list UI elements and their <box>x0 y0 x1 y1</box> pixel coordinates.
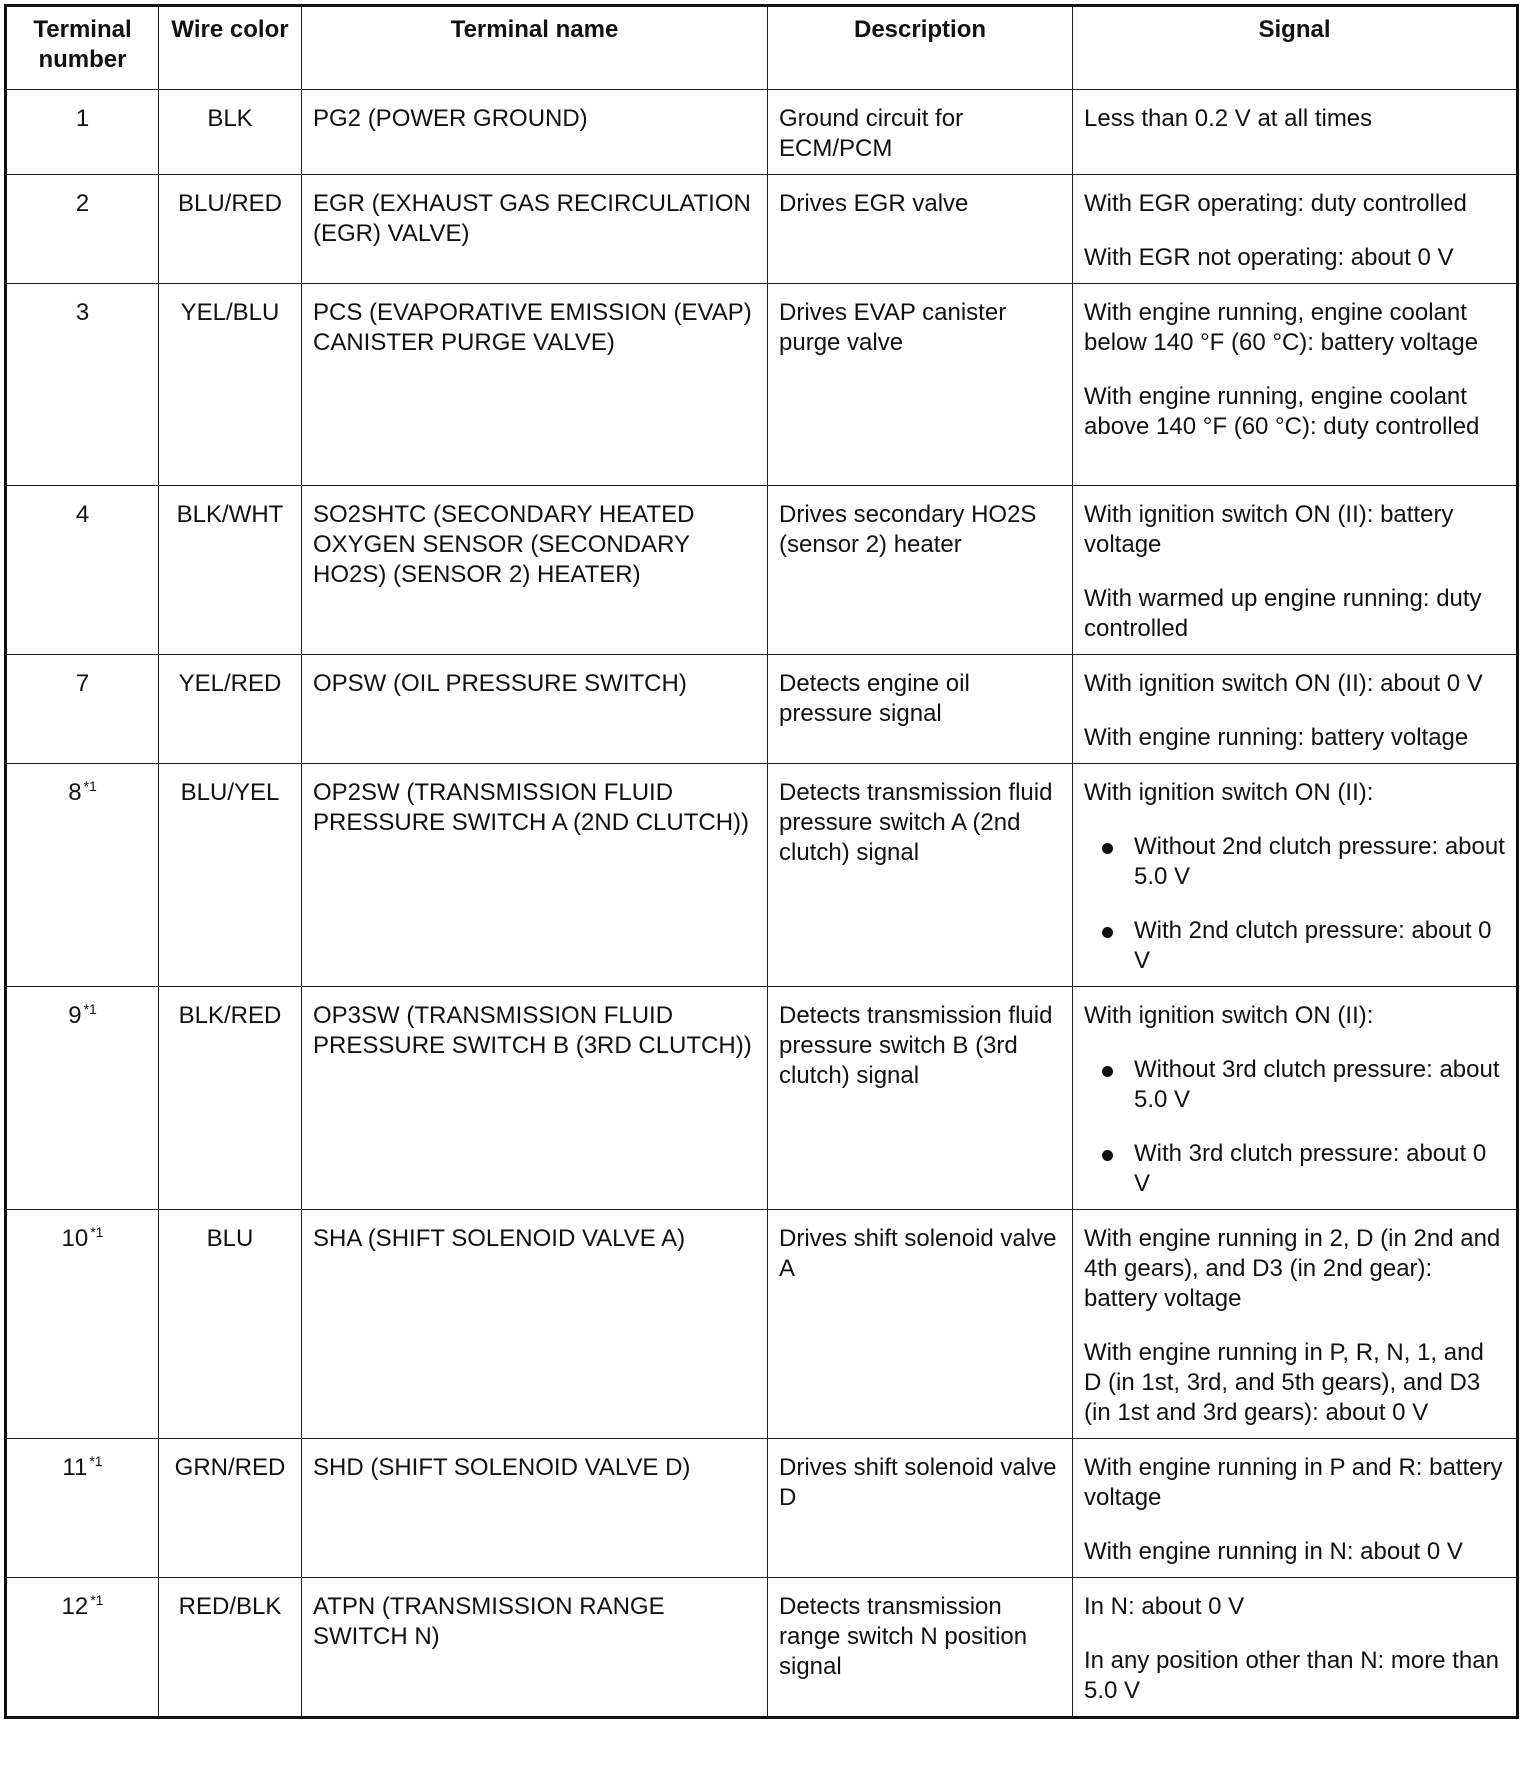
table-row <box>6 655 1518 764</box>
signal-cell <box>1073 764 1518 987</box>
description-cell <box>768 90 1073 175</box>
signal-bullet-item <box>1084 1139 1505 1199</box>
signal-text: With ignition switch ON (II): about 0 V <box>1084 670 1483 697</box>
description: Ground circuit for ECM/PCM <box>779 105 964 162</box>
bullet-icon <box>1102 1066 1113 1077</box>
signal-cell <box>1073 987 1518 1210</box>
description: Drives EVAP canister purge valve <box>779 299 1007 356</box>
wire-color-cell <box>159 175 302 284</box>
description-cell <box>768 655 1073 764</box>
terminal-table <box>4 4 1519 1719</box>
signal-cell <box>1073 1578 1518 1718</box>
header-terminal-number: Terminal number <box>6 6 159 90</box>
wire-color-cell <box>159 987 302 1210</box>
terminal-number: 3 <box>75 299 90 326</box>
table-row <box>6 284 1518 486</box>
signal-text: In any position other than N: more than 5.0 V <box>1084 1647 1499 1704</box>
wire-color: YEL/BLU <box>180 299 280 326</box>
terminal-number-cell <box>6 987 159 1210</box>
wire-color-cell <box>159 1578 302 1718</box>
signal-bullet-text: With 2nd clutch pressure: about 0 V <box>1134 917 1492 974</box>
wire-color-cell <box>159 486 302 655</box>
description-cell <box>768 284 1073 486</box>
signal-cell <box>1073 655 1518 764</box>
wire-color: BLK/RED <box>178 1002 282 1029</box>
signal-text: With EGR operating: duty controlled <box>1084 190 1467 217</box>
signal-intro: With ignition switch ON (II): <box>1084 1002 1374 1029</box>
wire-color: RED/BLK <box>178 1593 282 1620</box>
wire-color-cell <box>159 1439 302 1578</box>
wire-color: BLU/YEL <box>180 779 280 806</box>
terminal-number: 8 <box>68 779 82 806</box>
signal-text: With engine running, engine coolant below 140 °F (60 °C): battery voltage <box>1084 299 1479 356</box>
terminal-name: OPSW (OIL PRESSURE SWITCH) <box>313 670 687 697</box>
terminal-name-cell <box>302 1210 768 1439</box>
terminal-number: 4 <box>75 501 90 528</box>
table-row <box>6 1439 1518 1578</box>
description: Detects transmission fluid pressure switch A (2nd clutch) signal <box>779 779 1053 866</box>
signal-intro: With ignition switch ON (II): <box>1084 779 1374 806</box>
signal-bullet-item <box>1084 832 1505 892</box>
terminal-name: OP3SW (TRANSMISSION FLUID PRESSURE SWITCH B (3RD CLUTCH)) <box>313 1002 752 1059</box>
terminal-number-cell <box>6 175 159 284</box>
wire-color-cell <box>159 764 302 987</box>
description: Detects engine oil pressure signal <box>779 670 970 727</box>
wire-color: BLU/RED <box>177 190 283 217</box>
terminal-name: ATPN (TRANSMISSION RANGE SWITCH N) <box>313 1593 665 1650</box>
signal-bullet-text: Without 3rd clutch pressure: about 5.0 V <box>1134 1056 1500 1113</box>
description-cell <box>768 175 1073 284</box>
signal-text: Less than 0.2 V at all times <box>1084 105 1373 132</box>
header-signal: Signal <box>1073 6 1518 90</box>
header-terminal-name: Terminal name <box>302 6 768 90</box>
terminal-name-cell <box>302 90 768 175</box>
terminal-name-cell <box>302 655 768 764</box>
signal-text: With engine running: battery voltage <box>1084 724 1469 751</box>
header-row <box>6 6 1518 90</box>
signal-cell <box>1073 1210 1518 1439</box>
signal-bullet-text: With 3rd clutch pressure: about 0 V <box>1134 1140 1487 1197</box>
bullet-icon <box>1102 843 1113 854</box>
table-row <box>6 175 1518 284</box>
terminal-name-cell <box>302 987 768 1210</box>
signal-bullet-item <box>1084 1055 1505 1115</box>
terminal-name: SO2SHTC (SECONDARY HEATED OXYGEN SENSOR (SECONDARY HO2S) (SENSOR 2) HEATER) <box>313 501 695 588</box>
signal-cell <box>1073 284 1518 486</box>
footnote-marker: *1 <box>90 1592 104 1608</box>
wire-color: BLK/WHT <box>176 501 284 528</box>
terminal-name: SHA (SHIFT SOLENOID VALVE A) <box>313 1225 686 1252</box>
wire-color: BLU <box>206 1225 254 1252</box>
terminal-number-cell <box>6 1578 159 1718</box>
signal-text: With engine running in 2, D (in 2nd and 4th gears), and D3 (in 2nd gear): battery voltage <box>1084 1225 1501 1312</box>
terminal-number-cell <box>6 90 159 175</box>
terminal-name: OP2SW (TRANSMISSION FLUID PRESSURE SWITCH A (2ND CLUTCH)) <box>313 779 750 836</box>
table-row <box>6 764 1518 987</box>
signal-text: With ignition switch ON (II): battery voltage <box>1084 501 1454 558</box>
terminal-name: SHD (SHIFT SOLENOID VALVE D) <box>313 1454 691 1481</box>
header-description: Description <box>768 6 1073 90</box>
wire-color-cell <box>159 284 302 486</box>
signal-bullet-list <box>1084 1055 1505 1199</box>
signal-text: With EGR not operating: about 0 V <box>1084 244 1454 271</box>
terminal-name-cell <box>302 486 768 655</box>
footnote-marker: *1 <box>83 778 97 794</box>
signal-text: With engine running, engine coolant above 140 °F (60 °C): duty controlled <box>1084 383 1480 440</box>
signal-bullet-list <box>1084 832 1505 976</box>
terminal-number: 1 <box>75 105 90 132</box>
table-row <box>6 1210 1518 1439</box>
bullet-icon <box>1102 1150 1113 1161</box>
table-row <box>6 1578 1518 1718</box>
description-cell <box>768 987 1073 1210</box>
description: Drives shift solenoid valve A <box>779 1225 1057 1282</box>
terminal-number: 7 <box>75 670 90 697</box>
signal-text: With engine running in N: about 0 V <box>1084 1538 1463 1565</box>
terminal-name: EGR (EXHAUST GAS RECIRCULATION (EGR) VALVE) <box>313 190 751 247</box>
description: Drives secondary HO2S (sensor 2) heater <box>779 501 1037 558</box>
footnote-marker: *1 <box>83 1001 97 1017</box>
wire-color: BLK <box>207 105 253 132</box>
terminal-name-cell <box>302 284 768 486</box>
description: Detects transmission fluid pressure switch B (3rd clutch) signal <box>779 1002 1053 1089</box>
terminal-number-cell <box>6 1439 159 1578</box>
description: Drives EGR valve <box>779 190 969 217</box>
terminal-name: PG2 (POWER GROUND) <box>313 105 588 132</box>
terminal-number: 12 <box>61 1593 89 1620</box>
description-cell <box>768 1578 1073 1718</box>
description: Drives shift solenoid valve D <box>779 1454 1057 1511</box>
signal-text: With engine running in P and R: battery voltage <box>1084 1454 1503 1511</box>
signal-text: With warmed up engine running: duty controlled <box>1084 585 1482 642</box>
footnote-marker: *1 <box>89 1453 103 1469</box>
signal-text: With engine running in P, R, N, 1, and D (in 1st, 3rd, and 5th gears), and D3 (in 1st and 3rd gears): about 0 V <box>1084 1339 1484 1426</box>
table-row <box>6 486 1518 655</box>
wire-color-cell <box>159 90 302 175</box>
table-body <box>6 90 1518 1718</box>
signal-cell <box>1073 486 1518 655</box>
terminal-table-sheet <box>4 4 1516 1772</box>
description-cell <box>768 486 1073 655</box>
wire-color: YEL/RED <box>178 670 282 697</box>
description-cell <box>768 1439 1073 1578</box>
signal-text: In N: about 0 V <box>1084 1593 1245 1620</box>
terminal-name-cell <box>302 1578 768 1718</box>
terminal-number-cell <box>6 284 159 486</box>
terminal-name-cell <box>302 175 768 284</box>
header-wire-color: Wire color <box>159 6 302 90</box>
terminal-number-cell <box>6 764 159 987</box>
description: Detects transmission range switch N position signal <box>779 1593 1028 1680</box>
terminal-name-cell <box>302 764 768 987</box>
terminal-number-cell <box>6 655 159 764</box>
description-cell <box>768 1210 1073 1439</box>
table-row <box>6 987 1518 1210</box>
terminal-name: PCS (EVAPORATIVE EMISSION (EVAP) CANISTER PURGE VALVE) <box>313 299 752 356</box>
terminal-number: 10 <box>61 1225 89 1252</box>
table-row <box>6 90 1518 175</box>
description-cell <box>768 764 1073 987</box>
terminal-number: 9 <box>68 1002 82 1029</box>
terminal-number-cell <box>6 1210 159 1439</box>
signal-cell <box>1073 90 1518 175</box>
signal-bullet-text: Without 2nd clutch pressure: about 5.0 V <box>1134 833 1505 890</box>
footnote-marker: *1 <box>90 1224 104 1240</box>
wire-color-cell <box>159 655 302 764</box>
signal-cell <box>1073 175 1518 284</box>
signal-cell <box>1073 1439 1518 1578</box>
wire-color: GRN/RED <box>174 1454 286 1481</box>
signal-bullet-item <box>1084 916 1505 976</box>
terminal-number: 11 <box>62 1454 88 1481</box>
bullet-icon <box>1102 927 1113 938</box>
terminal-number: 2 <box>75 190 90 217</box>
terminal-name-cell <box>302 1439 768 1578</box>
terminal-number-cell <box>6 486 159 655</box>
wire-color-cell <box>159 1210 302 1439</box>
